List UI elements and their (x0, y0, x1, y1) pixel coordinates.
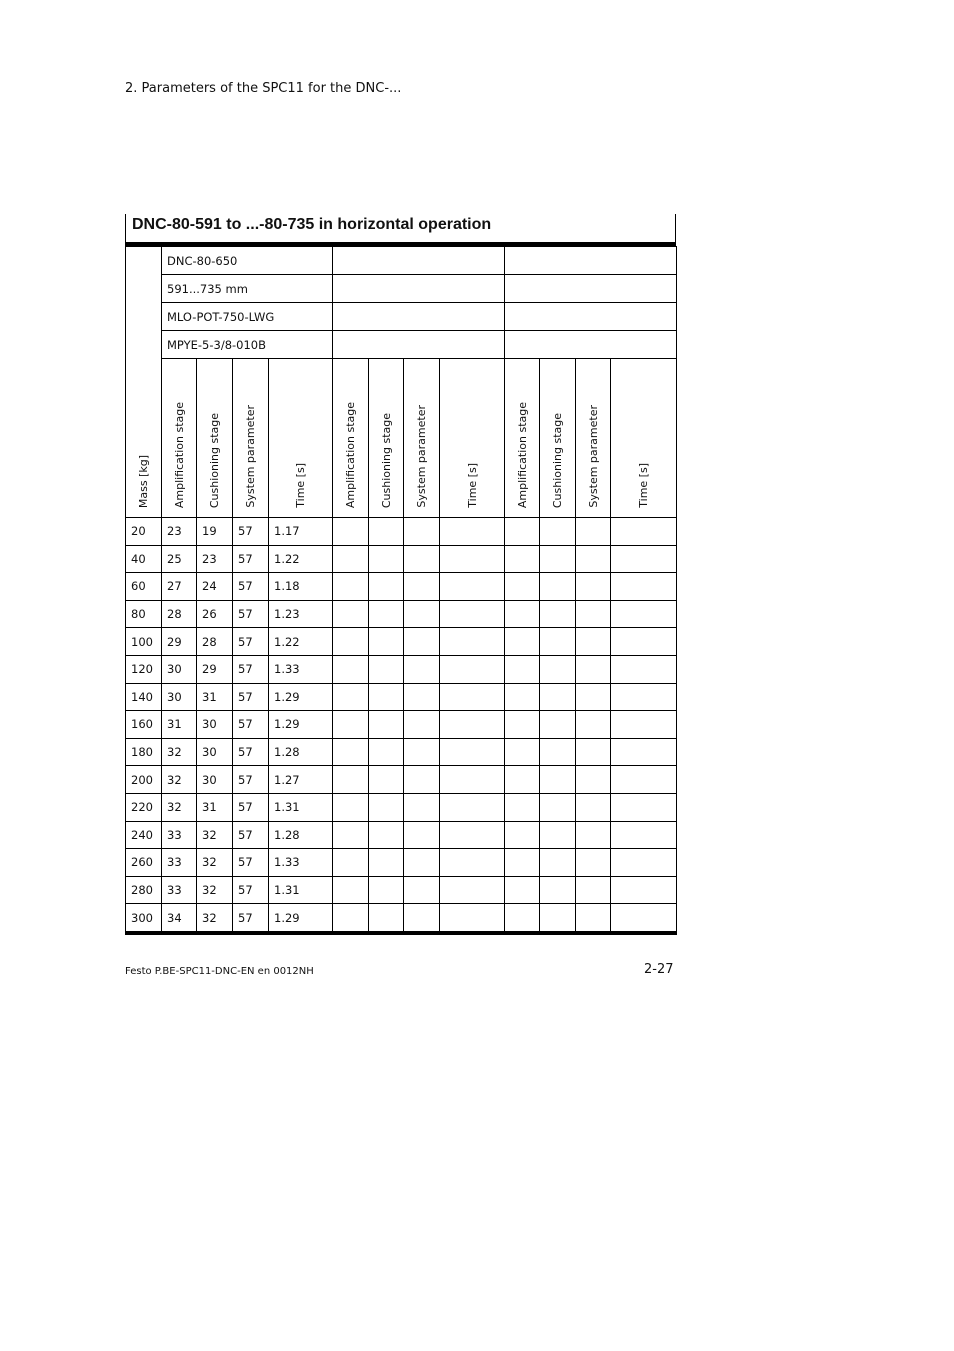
info-cell-empty (333, 247, 505, 275)
cell-empty (505, 545, 540, 573)
cell-empty (540, 545, 576, 573)
cell-empty (404, 545, 440, 573)
column-header (440, 359, 505, 518)
cell-empty (611, 711, 677, 739)
table-row (126, 821, 677, 849)
cell-empty (576, 518, 611, 546)
cell-empty (540, 793, 576, 821)
cell-empty (404, 876, 440, 904)
cell-empty (440, 600, 505, 628)
cell-empty (369, 655, 404, 683)
cell-amp: 27 (162, 573, 197, 601)
info-row (126, 247, 677, 275)
cell-empty (505, 876, 540, 904)
cell-empty (540, 849, 576, 877)
cell-empty (369, 518, 404, 546)
cell-cush: 32 (197, 904, 233, 933)
cell-empty (540, 655, 576, 683)
cell-mass: 300 (126, 904, 162, 933)
cell-empty (333, 711, 369, 739)
cell-amp: 33 (162, 849, 197, 877)
cell-empty (440, 821, 505, 849)
cell-empty (505, 766, 540, 794)
cell-empty (611, 600, 677, 628)
column-header-label: Cushioning stage (379, 412, 393, 508)
cell-cush: 26 (197, 600, 233, 628)
info-cell: DNC-80-650 (162, 247, 333, 275)
column-header (333, 359, 369, 518)
cell-empty (369, 849, 404, 877)
cell-empty (440, 683, 505, 711)
column-header-label: Time [s] (294, 463, 307, 508)
column-header-label: Amplification stage (172, 401, 186, 508)
column-header-label: Amplification stage (515, 401, 529, 508)
cell-empty (576, 904, 611, 933)
cell-sys: 57 (233, 600, 269, 628)
cell-empty (505, 711, 540, 739)
cell-empty (540, 904, 576, 933)
cell-time: 1.28 (269, 821, 333, 849)
cell-amp: 32 (162, 766, 197, 794)
cell-amp: 23 (162, 518, 197, 546)
cell-empty (369, 904, 404, 933)
cell-empty (505, 904, 540, 933)
cell-empty (404, 849, 440, 877)
info-row (126, 303, 677, 331)
cell-amp: 33 (162, 876, 197, 904)
cell-empty (576, 793, 611, 821)
column-headers-row (126, 359, 677, 518)
table-row (126, 683, 677, 711)
table-row (126, 573, 677, 601)
page-header: 2. Parameters of the SPC11 for the DNC-... (125, 81, 402, 96)
cell-time: 1.31 (269, 793, 333, 821)
cell-empty (369, 876, 404, 904)
table-row (126, 711, 677, 739)
cell-empty (611, 573, 677, 601)
table-row (126, 876, 677, 904)
cell-empty (576, 849, 611, 877)
cell-empty (404, 793, 440, 821)
cell-empty (404, 821, 440, 849)
cell-amp: 31 (162, 711, 197, 739)
cell-empty (333, 600, 369, 628)
info-cell-empty (333, 275, 505, 303)
cell-sys: 57 (233, 821, 269, 849)
cell-cush: 19 (197, 518, 233, 546)
info-cell: MPYE-5-3/8-010B (162, 331, 333, 359)
cell-cush: 30 (197, 766, 233, 794)
column-header (505, 359, 540, 518)
cell-empty (333, 545, 369, 573)
table-row (126, 600, 677, 628)
cell-amp: 30 (162, 683, 197, 711)
cell-empty (611, 821, 677, 849)
cell-empty (440, 738, 505, 766)
cell-cush: 28 (197, 628, 233, 656)
cell-cush: 32 (197, 876, 233, 904)
cell-empty (369, 793, 404, 821)
cell-empty (404, 573, 440, 601)
cell-time: 1.31 (269, 876, 333, 904)
cell-empty (576, 628, 611, 656)
table-row (126, 738, 677, 766)
cell-empty (576, 545, 611, 573)
cell-empty (611, 655, 677, 683)
table-row (126, 545, 677, 573)
cell-empty (576, 655, 611, 683)
cell-empty (404, 738, 440, 766)
cell-sys: 57 (233, 793, 269, 821)
cell-sys: 57 (233, 876, 269, 904)
table-row (126, 518, 677, 546)
cell-empty (404, 711, 440, 739)
cell-empty (611, 738, 677, 766)
cell-time: 1.17 (269, 518, 333, 546)
cell-empty (333, 876, 369, 904)
cell-sys: 57 (233, 683, 269, 711)
cell-empty (576, 766, 611, 794)
cell-empty (369, 628, 404, 656)
cell-time: 1.28 (269, 738, 333, 766)
info-cell-empty (333, 303, 505, 331)
table-row (126, 904, 677, 933)
cell-mass: 280 (126, 876, 162, 904)
cell-empty (404, 683, 440, 711)
mass-header-cell (126, 247, 162, 518)
cell-empty (540, 821, 576, 849)
cell-empty (333, 738, 369, 766)
cell-empty (440, 655, 505, 683)
mass-header: Mass [kg] (137, 454, 150, 508)
cell-sys: 57 (233, 711, 269, 739)
cell-mass: 260 (126, 849, 162, 877)
cell-empty (440, 849, 505, 877)
cell-empty (369, 821, 404, 849)
cell-empty (333, 573, 369, 601)
table-row (126, 849, 677, 877)
cell-empty (369, 711, 404, 739)
table-row (126, 793, 677, 821)
cell-mass: 240 (126, 821, 162, 849)
cell-empty (333, 766, 369, 794)
cell-time: 1.23 (269, 600, 333, 628)
cell-empty (440, 876, 505, 904)
cell-empty (611, 766, 677, 794)
cell-sys: 57 (233, 904, 269, 933)
column-header-label: Time [s] (637, 463, 650, 508)
cell-amp: 29 (162, 628, 197, 656)
cell-mass: 120 (126, 655, 162, 683)
cell-empty (540, 600, 576, 628)
cell-empty (505, 573, 540, 601)
page-number: 2-27 (644, 962, 674, 977)
cell-cush: 29 (197, 655, 233, 683)
column-header (576, 359, 611, 518)
cell-amp: 34 (162, 904, 197, 933)
cell-cush: 31 (197, 793, 233, 821)
cell-empty (404, 518, 440, 546)
cell-cush: 24 (197, 573, 233, 601)
cell-time: 1.22 (269, 628, 333, 656)
cell-amp: 28 (162, 600, 197, 628)
cell-empty (404, 628, 440, 656)
column-header (611, 359, 677, 518)
cell-empty (440, 711, 505, 739)
cell-amp: 33 (162, 821, 197, 849)
info-cell-empty (505, 247, 677, 275)
cell-amp: 25 (162, 545, 197, 573)
cell-sys: 57 (233, 849, 269, 877)
cell-empty (404, 655, 440, 683)
column-header-label: Time [s] (465, 463, 479, 508)
cell-empty (505, 655, 540, 683)
cell-empty (576, 600, 611, 628)
cell-empty (333, 793, 369, 821)
cell-empty (576, 876, 611, 904)
column-header-label: System parameter (586, 405, 600, 508)
cell-empty (611, 849, 677, 877)
parameter-table-container (125, 214, 676, 935)
cell-amp: 32 (162, 793, 197, 821)
cell-empty (576, 738, 611, 766)
cell-empty (333, 518, 369, 546)
column-header (404, 359, 440, 518)
cell-cush: 23 (197, 545, 233, 573)
cell-empty (440, 793, 505, 821)
cell-cush: 30 (197, 711, 233, 739)
info-cell-empty (505, 331, 677, 359)
cell-empty (333, 904, 369, 933)
cell-empty (611, 628, 677, 656)
cell-time: 1.33 (269, 849, 333, 877)
info-cell: 591...735 mm (162, 275, 333, 303)
cell-empty (404, 766, 440, 794)
cell-empty (505, 628, 540, 656)
table-title: DNC-80-591 to ...-80-735 in horizontal operation (125, 214, 676, 246)
cell-empty (611, 545, 677, 573)
cell-mass: 60 (126, 573, 162, 601)
column-header (369, 359, 404, 518)
info-cell-empty (333, 331, 505, 359)
cell-mass: 160 (126, 711, 162, 739)
cell-empty (333, 655, 369, 683)
cell-sys: 57 (233, 545, 269, 573)
table-row (126, 628, 677, 656)
cell-time: 1.33 (269, 655, 333, 683)
column-header (540, 359, 576, 518)
column-header-label: Cushioning stage (208, 412, 221, 508)
cell-empty (576, 683, 611, 711)
column-header (233, 359, 269, 518)
cell-empty (505, 738, 540, 766)
info-row (126, 331, 677, 359)
column-header-label: Cushioning stage (551, 412, 564, 508)
footer-doc-id: Festo P.BE-SPC11-DNC-EN en 0012NH (125, 966, 314, 977)
cell-time: 1.29 (269, 904, 333, 933)
cell-time: 1.18 (269, 573, 333, 601)
cell-empty (611, 904, 677, 933)
cell-empty (505, 793, 540, 821)
cell-mass: 180 (126, 738, 162, 766)
cell-time: 1.22 (269, 545, 333, 573)
cell-mass: 100 (126, 628, 162, 656)
cell-empty (611, 876, 677, 904)
cell-sys: 57 (233, 573, 269, 601)
cell-empty (505, 849, 540, 877)
column-header (269, 359, 333, 518)
info-row (126, 275, 677, 303)
cell-empty (611, 683, 677, 711)
cell-empty (369, 573, 404, 601)
cell-amp: 32 (162, 738, 197, 766)
cell-cush: 30 (197, 738, 233, 766)
cell-sys: 57 (233, 738, 269, 766)
cell-empty (369, 766, 404, 794)
cell-empty (440, 573, 505, 601)
cell-mass: 200 (126, 766, 162, 794)
cell-empty (505, 683, 540, 711)
info-cell-empty (505, 303, 677, 331)
table-row (126, 766, 677, 794)
cell-empty (540, 876, 576, 904)
cell-empty (369, 683, 404, 711)
cell-empty (540, 738, 576, 766)
cell-empty (611, 793, 677, 821)
cell-empty (540, 518, 576, 546)
column-header-label: System parameter (415, 405, 428, 508)
cell-mass: 80 (126, 600, 162, 628)
cell-empty (440, 766, 505, 794)
cell-empty (540, 573, 576, 601)
cell-empty (333, 849, 369, 877)
cell-mass: 40 (126, 545, 162, 573)
cell-empty (505, 821, 540, 849)
cell-sys: 57 (233, 518, 269, 546)
info-cell-empty (505, 275, 677, 303)
cell-amp: 30 (162, 655, 197, 683)
cell-empty (540, 628, 576, 656)
cell-empty (505, 518, 540, 546)
cell-empty (404, 904, 440, 933)
cell-empty (369, 545, 404, 573)
cell-empty (540, 711, 576, 739)
cell-empty (369, 738, 404, 766)
parameter-table (125, 246, 677, 935)
cell-cush: 32 (197, 821, 233, 849)
column-header (197, 359, 233, 518)
cell-sys: 57 (233, 766, 269, 794)
column-header (162, 359, 197, 518)
cell-sys: 57 (233, 655, 269, 683)
cell-cush: 32 (197, 849, 233, 877)
cell-empty (611, 518, 677, 546)
cell-empty (576, 573, 611, 601)
info-cell: MLO-POT-750-LWG (162, 303, 333, 331)
cell-empty (440, 518, 505, 546)
cell-empty (369, 600, 404, 628)
cell-mass: 20 (126, 518, 162, 546)
cell-empty (404, 600, 440, 628)
cell-mass: 220 (126, 793, 162, 821)
cell-time: 1.29 (269, 683, 333, 711)
cell-time: 1.27 (269, 766, 333, 794)
cell-empty (440, 545, 505, 573)
cell-empty (440, 904, 505, 933)
cell-empty (576, 821, 611, 849)
cell-empty (505, 600, 540, 628)
cell-empty (333, 628, 369, 656)
cell-empty (333, 683, 369, 711)
cell-time: 1.29 (269, 711, 333, 739)
cell-empty (333, 821, 369, 849)
column-header-label: Amplification stage (344, 401, 357, 508)
cell-empty (540, 766, 576, 794)
cell-cush: 31 (197, 683, 233, 711)
cell-mass: 140 (126, 683, 162, 711)
cell-empty (540, 683, 576, 711)
table-row (126, 655, 677, 683)
cell-empty (440, 628, 505, 656)
cell-empty (576, 711, 611, 739)
cell-sys: 57 (233, 628, 269, 656)
column-header-label: System parameter (244, 405, 257, 508)
